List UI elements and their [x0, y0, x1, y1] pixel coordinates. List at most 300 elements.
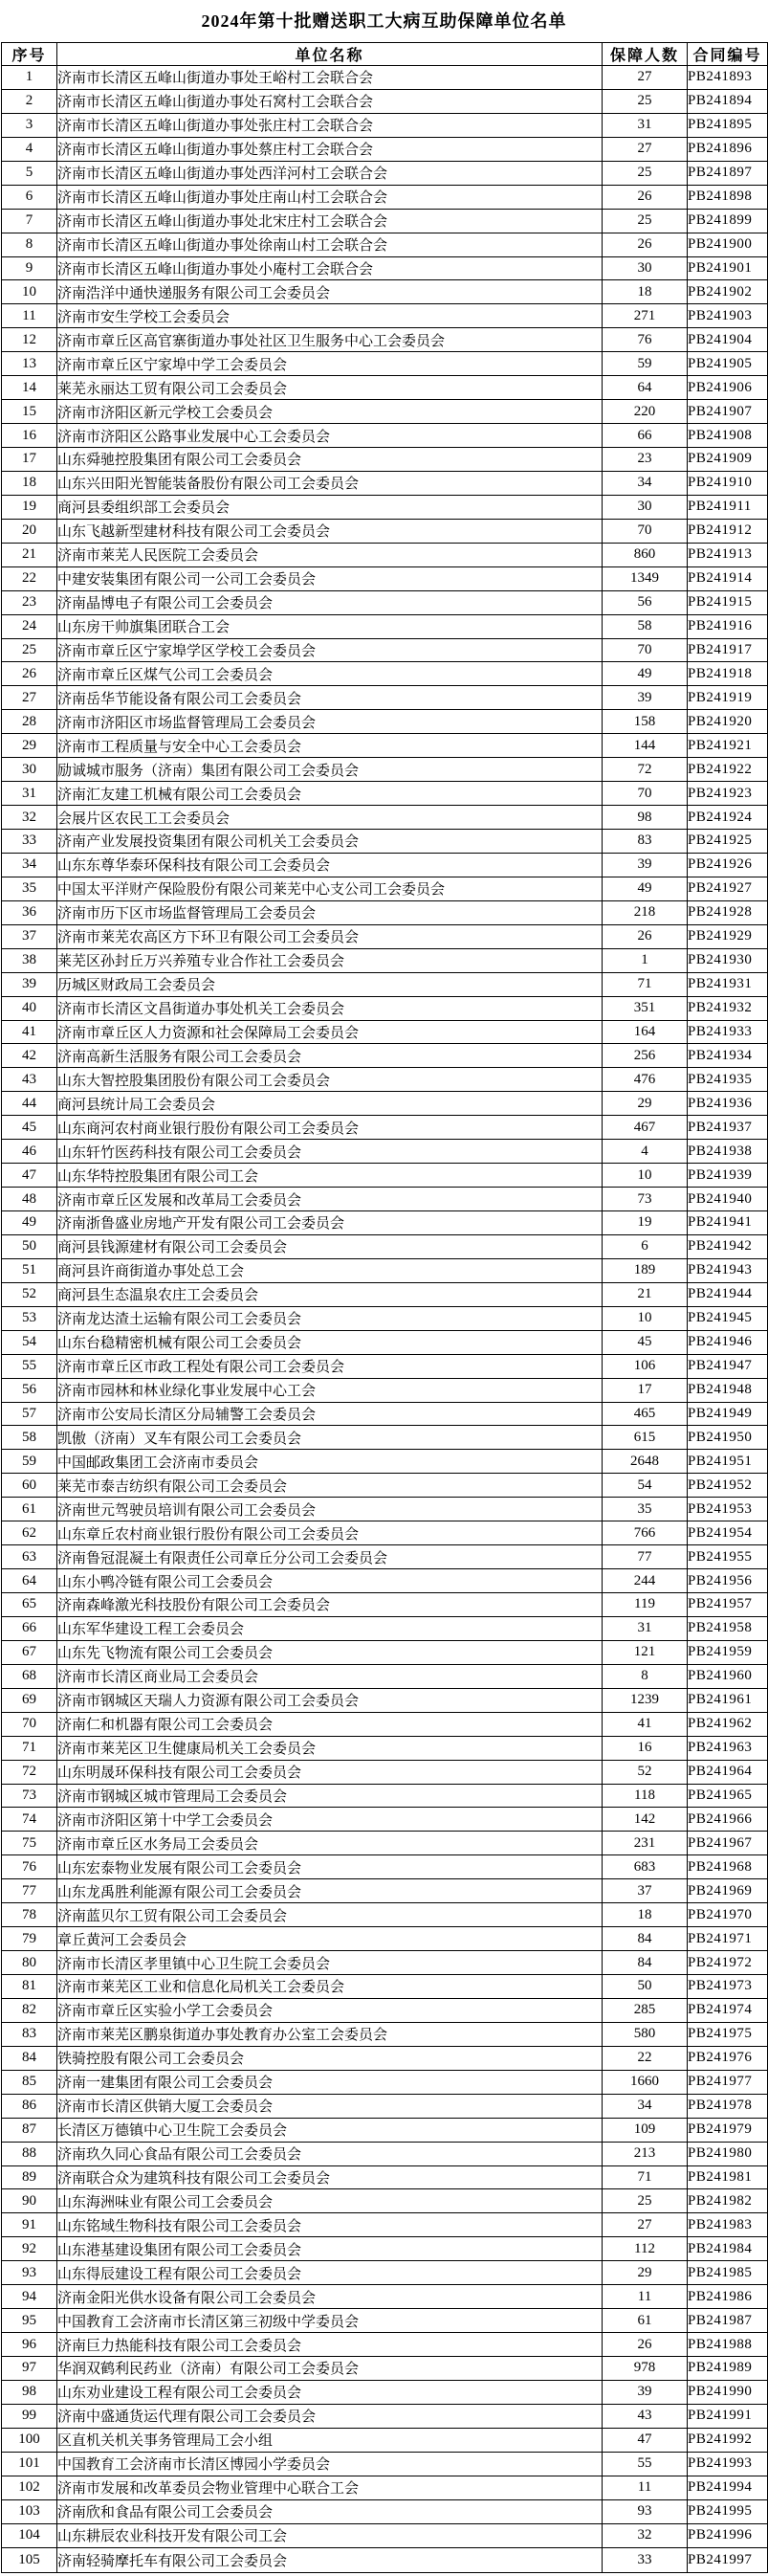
cell-index: 95	[2, 2309, 57, 2333]
cell-index: 90	[2, 2189, 57, 2213]
cell-index: 57	[2, 1402, 57, 1426]
table-row	[2, 2404, 768, 2428]
cell-contract-no: PB241973	[688, 1975, 768, 1999]
cell-index: 44	[2, 1092, 57, 1116]
cell-index: 68	[2, 1664, 57, 1688]
cell-contract-no: PB241974	[688, 1998, 768, 2022]
cell-insured-count: 11	[603, 2285, 688, 2309]
cell-contract-no: PB241964	[688, 1760, 768, 1784]
cell-contract-no: PB241967	[688, 1832, 768, 1855]
cell-insured-count: 25	[603, 161, 688, 185]
cell-contract-no: PB241981	[688, 2165, 768, 2189]
table-row	[2, 1616, 768, 1640]
cell-index: 93	[2, 2261, 57, 2285]
cell-insured-count: 64	[603, 376, 688, 400]
cell-index: 21	[2, 543, 57, 566]
cell-contract-no: PB241933	[688, 1020, 768, 1044]
cell-insured-count: 71	[603, 2165, 688, 2189]
cell-unit-name: 济南市长清区孝里镇中心卫生院工会委员会	[57, 1951, 603, 1975]
cell-insured-count: 27	[603, 66, 688, 90]
cell-insured-count: 19	[603, 1211, 688, 1235]
cell-index: 45	[2, 1116, 57, 1140]
cell-insured-count: 84	[603, 1927, 688, 1951]
table-row	[2, 1234, 768, 1258]
cell-insured-count: 164	[603, 1020, 688, 1044]
cell-unit-name: 山东房干帅旗集团联合工会	[57, 614, 603, 638]
table-row	[2, 113, 768, 137]
cell-insured-count: 1239	[603, 1688, 688, 1712]
cell-insured-count: 39	[603, 2380, 688, 2404]
cell-contract-no: PB241952	[688, 1474, 768, 1498]
cell-unit-name: 山东龙禹胜利能源有限公司工会委员会	[57, 1879, 603, 1903]
cell-insured-count: 683	[603, 1855, 688, 1879]
cell-index: 79	[2, 1927, 57, 1951]
cell-unit-name: 济南市章丘区水务局工会委员会	[57, 1832, 603, 1855]
cell-index: 29	[2, 734, 57, 758]
cell-index: 32	[2, 806, 57, 830]
table-row	[2, 256, 768, 280]
cell-insured-count: 27	[603, 137, 688, 161]
cell-insured-count: 26	[603, 233, 688, 256]
cell-unit-name: 中国邮政集团工会济南市委员会	[57, 1450, 603, 1474]
cell-insured-count: 73	[603, 1188, 688, 1211]
cell-contract-no: PB241937	[688, 1116, 768, 1140]
cell-unit-name: 济南汇友建工机械有限公司工会委员会	[57, 782, 603, 806]
cell-insured-count: 59	[603, 352, 688, 376]
cell-insured-count: 26	[603, 185, 688, 209]
cell-insured-count: 189	[603, 1258, 688, 1282]
cell-unit-name: 山东章丘农村商业银行股份有限公司工会委员会	[57, 1521, 603, 1545]
table-row	[2, 2094, 768, 2118]
cell-index: 83	[2, 2022, 57, 2046]
cell-insured-count: 71	[603, 972, 688, 996]
cell-unit-name: 山东明晟环保科技有限公司工会委员会	[57, 1760, 603, 1784]
cell-unit-name: 长清区万德镇中心卫生院工会委员会	[57, 2118, 603, 2142]
cell-insured-count: 119	[603, 1593, 688, 1617]
table-row	[2, 1140, 768, 1164]
cell-unit-name: 山东先飞物流有限公司工会委员会	[57, 1640, 603, 1664]
cell-unit-name: 济南市莱芜区鹏泉街道办事处教育办公室工会委员会	[57, 2022, 603, 2046]
cell-contract-no: PB241900	[688, 233, 768, 256]
cell-contract-no: PB241977	[688, 2070, 768, 2094]
cell-contract-no: PB241984	[688, 2237, 768, 2261]
cell-unit-name: 济南市章丘区高官寨街道办事处社区卫生服务中心工会委员会	[57, 328, 603, 352]
cell-insured-count: 34	[603, 2094, 688, 2118]
table-row	[2, 638, 768, 662]
cell-contract-no: PB241985	[688, 2261, 768, 2285]
cell-unit-name: 济南市章丘区宁家埠学区学校工会委员会	[57, 638, 603, 662]
cell-contract-no: PB241938	[688, 1140, 768, 1164]
table-row	[2, 2357, 768, 2381]
cell-index: 20	[2, 519, 57, 543]
cell-insured-count: 61	[603, 2309, 688, 2333]
cell-insured-count: 70	[603, 782, 688, 806]
cell-index: 55	[2, 1354, 57, 1378]
cell-insured-count: 1660	[603, 2070, 688, 2094]
cell-unit-name: 莱芜区孙封丘万兴养殖专业合作社工会委员会	[57, 948, 603, 972]
table-row	[2, 2022, 768, 2046]
cell-insured-count: 8	[603, 1664, 688, 1688]
cell-index: 6	[2, 185, 57, 209]
cell-unit-name: 山东得辰建设工程有限公司工会委员会	[57, 2261, 603, 2285]
table-row	[2, 2213, 768, 2237]
cell-contract-no: PB241975	[688, 2022, 768, 2046]
cell-contract-no: PB241970	[688, 1903, 768, 1927]
cell-insured-count: 142	[603, 1808, 688, 1832]
table-row	[2, 614, 768, 638]
cell-contract-no: PB241926	[688, 853, 768, 877]
table-row	[2, 448, 768, 472]
table-row	[2, 1927, 768, 1951]
cell-index: 24	[2, 614, 57, 638]
cell-index: 89	[2, 2165, 57, 2189]
cell-contract-no: PB241913	[688, 543, 768, 566]
table-row	[2, 662, 768, 686]
cell-insured-count: 37	[603, 1879, 688, 1903]
cell-contract-no: PB241976	[688, 2046, 768, 2070]
cell-insured-count: 18	[603, 1903, 688, 1927]
cell-index: 76	[2, 1855, 57, 1879]
cell-insured-count: 25	[603, 2189, 688, 2213]
cell-unit-name: 济南轻骑摩托车有限公司工会委员会	[57, 2547, 603, 2573]
cell-contract-no: PB241908	[688, 424, 768, 448]
cell-contract-no: PB241915	[688, 590, 768, 614]
cell-unit-name: 济南市公安局长清区分局辅警工会委员会	[57, 1402, 603, 1426]
cell-unit-name: 济南浙鲁盛业房地产开发有限公司工会委员会	[57, 1211, 603, 1235]
cell-unit-name: 山东港基建设集团有限公司工会委员会	[57, 2237, 603, 2261]
table-row	[2, 1020, 768, 1044]
cell-unit-name: 济南龙达渣土运输有限公司工会委员会	[57, 1306, 603, 1330]
cell-contract-no: PB241901	[688, 256, 768, 280]
cell-index: 63	[2, 1545, 57, 1569]
table-row	[2, 1306, 768, 1330]
cell-index: 35	[2, 877, 57, 900]
cell-contract-no: PB241959	[688, 1640, 768, 1664]
cell-index: 48	[2, 1188, 57, 1211]
cell-insured-count: 109	[603, 2118, 688, 2142]
cell-contract-no: PB241893	[688, 66, 768, 90]
cell-index: 23	[2, 590, 57, 614]
table-row	[2, 1688, 768, 1712]
table-row	[2, 519, 768, 543]
cell-index: 26	[2, 662, 57, 686]
table-row	[2, 1760, 768, 1784]
cell-unit-name: 济南市莱芜人民医院工会委员会	[57, 543, 603, 566]
cell-unit-name: 济南市长清区五峰山街道办事处小庵村工会联合会	[57, 256, 603, 280]
cell-contract-no: PB241918	[688, 662, 768, 686]
cell-contract-no: PB241993	[688, 2452, 768, 2476]
cell-index: 74	[2, 1808, 57, 1832]
cell-index: 2	[2, 89, 57, 113]
cell-contract-no: PB241942	[688, 1234, 768, 1258]
cell-index: 19	[2, 495, 57, 519]
cell-insured-count: 29	[603, 2261, 688, 2285]
cell-index: 62	[2, 1521, 57, 1545]
cell-contract-no: PB241896	[688, 137, 768, 161]
table-row	[2, 924, 768, 948]
cell-unit-name: 济南市章丘区实验小学工会委员会	[57, 1998, 603, 2022]
cell-unit-name: 商河县生态温泉农庄工会委员会	[57, 1282, 603, 1306]
table-row	[2, 1951, 768, 1975]
table-row	[2, 280, 768, 304]
table-row	[2, 1211, 768, 1235]
cell-insured-count: 1349	[603, 566, 688, 590]
cell-contract-no: PB241895	[688, 113, 768, 137]
cell-contract-no: PB241907	[688, 400, 768, 424]
cell-insured-count: 112	[603, 2237, 688, 2261]
table-row	[2, 2428, 768, 2452]
cell-insured-count: 45	[603, 1330, 688, 1354]
cell-insured-count: 580	[603, 2022, 688, 2046]
cell-insured-count: 465	[603, 1402, 688, 1426]
cell-index: 31	[2, 782, 57, 806]
cell-unit-name: 山东东尊华泰环保科技有限公司工会委员会	[57, 853, 603, 877]
cell-index: 65	[2, 1593, 57, 1617]
cell-insured-count: 26	[603, 2333, 688, 2357]
cell-index: 78	[2, 1903, 57, 1927]
table-row	[2, 1569, 768, 1593]
table-row	[2, 424, 768, 448]
cell-index: 104	[2, 2523, 57, 2547]
cell-unit-name: 山东海洲味业有限公司工会委员会	[57, 2189, 603, 2213]
cell-unit-name: 山东宏泰物业发展有限公司工会委员会	[57, 1855, 603, 1879]
cell-contract-no: PB241996	[688, 2523, 768, 2547]
cell-index: 103	[2, 2499, 57, 2523]
table-row	[2, 1068, 768, 1092]
cell-insured-count: 6	[603, 1234, 688, 1258]
cell-unit-name: 济南市莱芜农高区方下环卫有限公司工会委员会	[57, 924, 603, 948]
cell-unit-name: 济南市长清区五峰山街道办事处北宋庄村工会联合会	[57, 209, 603, 233]
cell-index: 3	[2, 113, 57, 137]
cell-insured-count: 978	[603, 2357, 688, 2381]
cell-contract-no: PB241955	[688, 1545, 768, 1569]
cell-insured-count: 43	[603, 2404, 688, 2428]
cell-unit-name: 山东劝业建设工程有限公司工会委员会	[57, 2380, 603, 2404]
cell-index: 10	[2, 280, 57, 304]
cell-unit-name: 商河县委组织部工会委员会	[57, 495, 603, 519]
cell-index: 100	[2, 2428, 57, 2452]
cell-unit-name: 济南市长清区五峰山街道办事处石窝村工会联合会	[57, 89, 603, 113]
cell-contract-no: PB241949	[688, 1402, 768, 1426]
cell-index: 39	[2, 972, 57, 996]
table-row	[2, 89, 768, 113]
cell-insured-count: 218	[603, 900, 688, 924]
cell-contract-no: PB241902	[688, 280, 768, 304]
cell-index: 28	[2, 710, 57, 734]
cell-unit-name: 中国太平洋财产保险股份有限公司莱芜中心支公司工会委员会	[57, 877, 603, 900]
cell-unit-name: 济南市发展和改革委员会物业管理中心联合工会	[57, 2476, 603, 2499]
cell-insured-count: 213	[603, 2142, 688, 2165]
table-row	[2, 1736, 768, 1760]
cell-unit-name: 济南市工程质量与安全中心工会委员会	[57, 734, 603, 758]
cell-unit-name: 济南联合众为建筑科技有限公司工会委员会	[57, 2165, 603, 2189]
cell-index: 34	[2, 853, 57, 877]
table-row	[2, 2523, 768, 2547]
cell-insured-count: 39	[603, 853, 688, 877]
cell-unit-name: 济南欣和食品有限公司工会委员会	[57, 2499, 603, 2523]
cell-insured-count: 30	[603, 256, 688, 280]
cell-unit-name: 济南岳华节能设备有限公司工会委员会	[57, 686, 603, 710]
cell-index: 96	[2, 2333, 57, 2357]
cell-contract-no: PB241923	[688, 782, 768, 806]
cell-index: 67	[2, 1640, 57, 1664]
table-row	[2, 1378, 768, 1402]
cell-contract-no: PB241992	[688, 2428, 768, 2452]
cell-index: 56	[2, 1378, 57, 1402]
cell-unit-name: 铁骑控股有限公司工会委员会	[57, 2046, 603, 2070]
cell-contract-no: PB241953	[688, 1498, 768, 1521]
cell-index: 11	[2, 304, 57, 328]
table-row	[2, 352, 768, 376]
col-header-contract-no: 合同编号	[688, 43, 768, 66]
cell-index: 50	[2, 1234, 57, 1258]
table-row	[2, 2237, 768, 2261]
cell-index: 102	[2, 2476, 57, 2499]
cell-index: 71	[2, 1736, 57, 1760]
table-row	[2, 1879, 768, 1903]
table-row	[2, 1808, 768, 1832]
cell-index: 94	[2, 2285, 57, 2309]
cell-unit-name: 济南市济阳区新元学校工会委员会	[57, 400, 603, 424]
table-row	[2, 233, 768, 256]
table-row	[2, 1855, 768, 1879]
cell-insured-count: 55	[603, 2452, 688, 2476]
cell-contract-no: PB241995	[688, 2499, 768, 2523]
cell-insured-count: 26	[603, 924, 688, 948]
table-row	[2, 328, 768, 352]
cell-contract-no: PB241920	[688, 710, 768, 734]
cell-unit-name: 济南市长清区五峰山街道办事处徐南山村工会联合会	[57, 233, 603, 256]
cell-insured-count: 54	[603, 1474, 688, 1498]
cell-contract-no: PB241988	[688, 2333, 768, 2357]
table-row	[2, 66, 768, 90]
cell-insured-count: 25	[603, 89, 688, 113]
cell-index: 4	[2, 137, 57, 161]
cell-insured-count: 21	[603, 1282, 688, 1306]
cell-unit-name: 济南市章丘区市政工程处有限公司工会委员会	[57, 1354, 603, 1378]
cell-unit-name: 济南市章丘区发展和改革局工会委员会	[57, 1188, 603, 1211]
cell-insured-count: 41	[603, 1712, 688, 1736]
cell-contract-no: PB241928	[688, 900, 768, 924]
cell-index: 91	[2, 2213, 57, 2237]
table-row	[2, 209, 768, 233]
cell-unit-name: 济南市长清区五峰山街道办事处庄南山村工会联合会	[57, 185, 603, 209]
cell-index: 18	[2, 471, 57, 495]
cell-index: 60	[2, 1474, 57, 1498]
cell-contract-no: PB241954	[688, 1521, 768, 1545]
cell-insured-count: 121	[603, 1640, 688, 1664]
cell-index: 9	[2, 256, 57, 280]
cell-contract-no: PB241930	[688, 948, 768, 972]
cell-insured-count: 70	[603, 638, 688, 662]
cell-unit-name: 莱芜市泰吉纺织有限公司工会委员会	[57, 1474, 603, 1498]
cell-insured-count: 52	[603, 1760, 688, 1784]
cell-insured-count: 34	[603, 471, 688, 495]
cell-unit-name: 济南产业发展投资集团有限公司机关工会委员会	[57, 830, 603, 854]
cell-unit-name: 济南市章丘区人力资源和社会保障局工会委员会	[57, 1020, 603, 1044]
table-row	[2, 376, 768, 400]
cell-contract-no: PB241979	[688, 2118, 768, 2142]
cell-unit-name: 章丘黄河工会委员会	[57, 1927, 603, 1951]
cell-insured-count: 18	[603, 280, 688, 304]
cell-index: 97	[2, 2357, 57, 2381]
cell-contract-no: PB241965	[688, 1784, 768, 1808]
table-row	[2, 782, 768, 806]
table-row	[2, 2547, 768, 2573]
cell-unit-name: 济南玖久同心食品有限公司工会委员会	[57, 2142, 603, 2165]
cell-insured-count: 49	[603, 877, 688, 900]
cell-insured-count: 1	[603, 948, 688, 972]
cell-index: 1	[2, 66, 57, 90]
cell-index: 80	[2, 1951, 57, 1975]
table-row	[2, 2070, 768, 2094]
cell-unit-name: 区直机关机关事务管理局工会小组	[57, 2428, 603, 2452]
table-row	[2, 830, 768, 854]
cell-index: 15	[2, 400, 57, 424]
table-row	[2, 566, 768, 590]
cell-contract-no: PB241945	[688, 1306, 768, 1330]
cell-unit-name: 济南巨力热能科技有限公司工会委员会	[57, 2333, 603, 2357]
table-row	[2, 2380, 768, 2404]
cell-unit-name: 济南市园林和林业绿化事业发展中心工会	[57, 1378, 603, 1402]
cell-index: 85	[2, 2070, 57, 2094]
cell-unit-name: 济南市莱芜区卫生健康局机关工会委员会	[57, 1736, 603, 1760]
table-row	[2, 2499, 768, 2523]
cell-index: 92	[2, 2237, 57, 2261]
cell-unit-name: 中国教育工会济南市长清区第三初级中学委员会	[57, 2309, 603, 2333]
cell-contract-no: PB241957	[688, 1593, 768, 1617]
cell-unit-name: 山东兴田阳光智能装备股份有限公司工会委员会	[57, 471, 603, 495]
cell-unit-name: 济南市章丘区宁家埠中学工会委员会	[57, 352, 603, 376]
cell-index: 36	[2, 900, 57, 924]
table-row	[2, 137, 768, 161]
cell-insured-count: 47	[603, 2428, 688, 2452]
cell-insured-count: 33	[603, 2547, 688, 2573]
cell-insured-count: 158	[603, 710, 688, 734]
cell-unit-name: 山东耕辰农业科技开发有限公司工会	[57, 2523, 603, 2547]
table-row	[2, 1164, 768, 1188]
cell-unit-name: 山东铭域生物科技有限公司工会委员会	[57, 2213, 603, 2237]
cell-unit-name: 济南森峰激光科技股份有限公司工会委员会	[57, 1593, 603, 1617]
cell-contract-no: PB241994	[688, 2476, 768, 2499]
cell-contract-no: PB241948	[688, 1378, 768, 1402]
cell-contract-no: PB241939	[688, 1164, 768, 1188]
table-row	[2, 1545, 768, 1569]
cell-contract-no: PB241997	[688, 2547, 768, 2573]
cell-index: 77	[2, 1879, 57, 1903]
cell-insured-count: 10	[603, 1164, 688, 1188]
cell-index: 30	[2, 758, 57, 782]
cell-contract-no: PB241909	[688, 448, 768, 472]
cell-index: 22	[2, 566, 57, 590]
cell-index: 46	[2, 1140, 57, 1164]
cell-unit-name: 济南金阳光供水设备有限公司工会委员会	[57, 2285, 603, 2309]
cell-unit-name: 济南高新生活服务有限公司工会委员会	[57, 1044, 603, 1068]
cell-contract-no: PB241924	[688, 806, 768, 830]
cell-contract-no: PB241904	[688, 328, 768, 352]
cell-insured-count: 50	[603, 1975, 688, 1999]
cell-index: 27	[2, 686, 57, 710]
cell-index: 42	[2, 1044, 57, 1068]
table-row	[2, 948, 768, 972]
cell-index: 53	[2, 1306, 57, 1330]
cell-insured-count: 860	[603, 543, 688, 566]
cell-index: 52	[2, 1282, 57, 1306]
table-row	[2, 1426, 768, 1450]
cell-contract-no: PB241987	[688, 2309, 768, 2333]
cell-unit-name: 山东小鸭冷链有限公司工会委员会	[57, 1569, 603, 1593]
cell-contract-no: PB241922	[688, 758, 768, 782]
